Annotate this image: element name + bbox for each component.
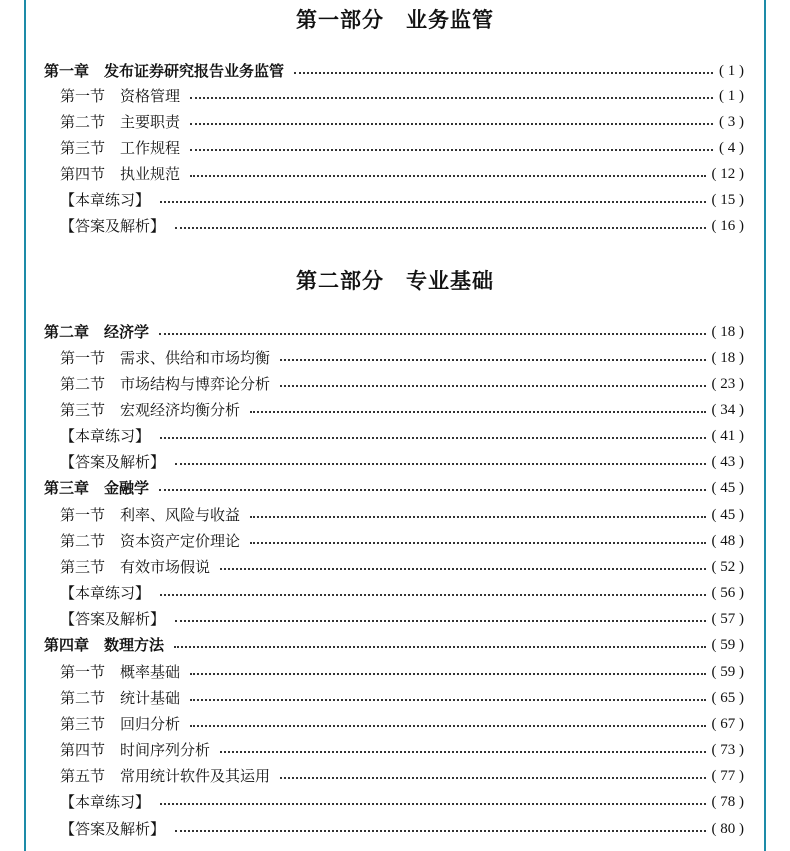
dot-leader xyxy=(220,568,705,570)
toc-entry-label: 第一章 发布证券研究报告业务监管 xyxy=(44,62,285,80)
page-number: ( 12 ) xyxy=(711,166,744,182)
toc-entry-label: 第三节 工作规程 xyxy=(60,139,181,157)
page-number: ( 78 ) xyxy=(711,794,744,810)
toc-exercise-row[interactable] xyxy=(44,450,744,474)
toc-chapter-row[interactable] xyxy=(44,476,744,500)
toc-section-row[interactable] xyxy=(44,110,744,134)
toc-exercise-row[interactable] xyxy=(44,790,744,814)
dot-leader xyxy=(190,149,713,151)
toc-entry-label: 【答案及解析】 xyxy=(60,217,166,235)
toc-entry-label: 【答案及解析】 xyxy=(60,453,166,471)
dot-leader xyxy=(160,803,705,805)
dot-leader xyxy=(175,227,705,229)
toc-entry-label: 第三节 宏观经济均衡分析 xyxy=(60,401,241,419)
toc-entry-label: 第一节 概率基础 xyxy=(60,663,181,681)
toc-entry-label: 第三节 回归分析 xyxy=(60,715,181,733)
page-number: ( 57 ) xyxy=(711,611,744,627)
page-number: ( 77 ) xyxy=(711,768,744,784)
toc-section-row[interactable] xyxy=(44,162,744,186)
toc-entry-label: 【本章练习】 xyxy=(60,584,151,602)
page-number: ( 45 ) xyxy=(711,480,744,496)
toc-entry-label: 【本章练习】 xyxy=(60,427,151,445)
toc-section-row[interactable] xyxy=(44,738,744,762)
toc-entry-label: 第二节 统计基础 xyxy=(60,689,181,707)
dot-leader xyxy=(159,489,705,491)
toc-section-row[interactable] xyxy=(44,686,744,710)
toc-entry-label: 第二节 资本资产定价理论 xyxy=(60,532,241,550)
toc-entry-label: 第四节 执业规范 xyxy=(60,165,181,183)
page-number: ( 15 ) xyxy=(711,192,744,208)
dot-leader xyxy=(250,542,705,544)
dot-leader xyxy=(175,830,705,832)
dot-leader xyxy=(175,463,705,465)
page-number: ( 45 ) xyxy=(711,507,744,523)
page-number: ( 18 ) xyxy=(711,350,744,366)
toc-entry-label: 第一节 资格管理 xyxy=(60,87,181,105)
toc-exercise-row[interactable] xyxy=(44,581,744,605)
toc-section-row[interactable] xyxy=(44,136,744,160)
page-number: ( 73 ) xyxy=(711,742,744,758)
page-number: ( 65 ) xyxy=(711,690,744,706)
toc-exercise-row[interactable] xyxy=(44,214,744,238)
page-number: ( 4 ) xyxy=(719,140,744,156)
toc-exercise-row[interactable] xyxy=(44,817,744,841)
dot-leader xyxy=(190,175,705,177)
dot-leader xyxy=(280,777,705,779)
dot-leader xyxy=(190,699,705,701)
toc-entry-label: 第三节 有效市场假说 xyxy=(60,558,211,576)
toc-entry-label: 第一节 需求、供给和市场均衡 xyxy=(60,349,271,367)
toc-entry-label: 【答案及解析】 xyxy=(60,610,166,628)
toc-exercise-row[interactable] xyxy=(44,424,744,448)
toc-entry-label: 第四节 时间序列分析 xyxy=(60,741,211,759)
dot-leader xyxy=(280,359,705,361)
page-number: ( 59 ) xyxy=(711,664,744,680)
dot-leader xyxy=(160,594,705,596)
toc-entry-label: 第二章 经济学 xyxy=(44,323,150,341)
dot-leader xyxy=(175,620,705,622)
toc-entry-label: 第四章 数理方法 xyxy=(44,636,165,654)
dot-leader xyxy=(190,97,713,99)
part-title: 第二部分 专业基础 xyxy=(296,268,494,293)
dot-leader xyxy=(160,437,705,439)
toc-section-row[interactable] xyxy=(44,398,744,422)
toc-section-row[interactable] xyxy=(44,346,744,370)
toc-exercise-row[interactable] xyxy=(44,607,744,631)
dot-leader xyxy=(190,673,705,675)
toc-chapter-row[interactable] xyxy=(44,59,744,83)
page-number: ( 23 ) xyxy=(711,376,744,392)
page-number: ( 41 ) xyxy=(711,428,744,444)
dot-leader xyxy=(220,751,705,753)
page-number: ( 67 ) xyxy=(711,716,744,732)
page-number: ( 52 ) xyxy=(711,559,744,575)
dot-leader xyxy=(280,385,705,387)
toc-entry-label: 【本章练习】 xyxy=(60,793,151,811)
dot-leader xyxy=(190,725,705,727)
page-number: ( 59 ) xyxy=(711,637,744,653)
dot-leader xyxy=(174,646,705,648)
part-title: 第一部分 业务监管 xyxy=(296,7,494,32)
toc-section-row[interactable] xyxy=(44,712,744,736)
toc-section-row[interactable] xyxy=(44,555,744,579)
dot-leader xyxy=(250,411,705,413)
page-number: ( 3 ) xyxy=(719,114,744,130)
dot-leader xyxy=(159,333,705,335)
page-number: ( 56 ) xyxy=(711,585,744,601)
toc-entry-label: 第五节 常用统计软件及其运用 xyxy=(60,767,271,785)
page-number: ( 34 ) xyxy=(711,402,744,418)
toc-entry-label: 第一节 利率、风险与收益 xyxy=(60,506,241,524)
toc-section-row[interactable] xyxy=(44,764,744,788)
toc-entry-label: 第二节 市场结构与博弈论分析 xyxy=(60,375,271,393)
toc-entry-label: 第三章 金融学 xyxy=(44,479,150,497)
dot-leader xyxy=(250,516,705,518)
page-number: ( 80 ) xyxy=(711,821,744,837)
page-number: ( 16 ) xyxy=(711,218,744,234)
toc-section-row[interactable] xyxy=(44,529,744,553)
toc-entry-label: 【答案及解析】 xyxy=(60,820,166,838)
page-number: ( 1 ) xyxy=(719,88,744,104)
toc-section-row[interactable] xyxy=(44,372,744,396)
toc-entry-label: 【本章练习】 xyxy=(60,191,151,209)
dot-leader xyxy=(190,123,713,125)
toc-chapter-row[interactable] xyxy=(44,320,744,344)
toc-entry-label: 第二节 主要职责 xyxy=(60,113,181,131)
dot-leader xyxy=(294,72,713,74)
toc-section-row[interactable] xyxy=(44,503,744,527)
page-number: ( 1 ) xyxy=(719,63,744,79)
page-number: ( 18 ) xyxy=(711,324,744,340)
toc-section-row[interactable] xyxy=(44,660,744,684)
toc-section-row[interactable] xyxy=(44,84,744,108)
toc-chapter-row[interactable] xyxy=(44,633,744,657)
dot-leader xyxy=(160,201,705,203)
page-number: ( 43 ) xyxy=(711,454,744,470)
page-number: ( 48 ) xyxy=(711,533,744,549)
toc-exercise-row[interactable] xyxy=(44,188,744,212)
